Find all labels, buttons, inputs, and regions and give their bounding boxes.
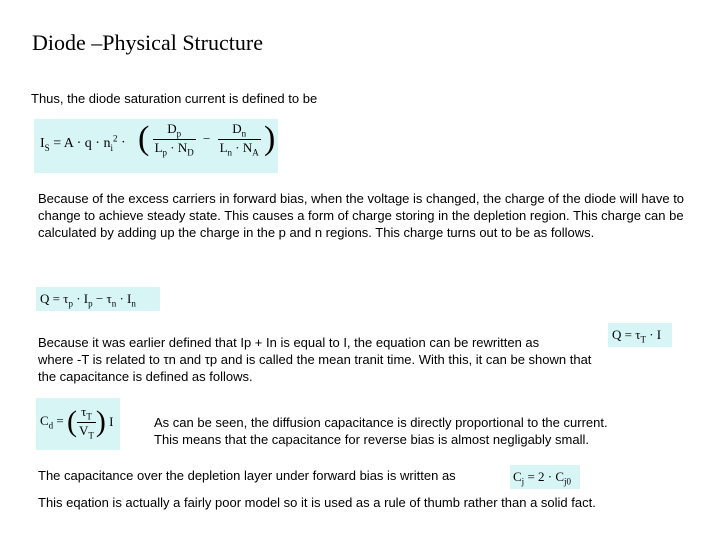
is-prefix: = $A \cdot q \cdot n_i^2$ [53,133,118,153]
paragraph-rule-of-thumb: This eqation is actually a fairly poor model so it is used as a rule of thumb rather than a solid fact. [38,495,596,510]
intro-text: Thus, the diode saturation current is defined to be [31,91,318,106]
diffusion-capacitance-equation: $C_d$ = ( $\frac{\tau_T}{V_T}$ ) I [36,398,120,450]
page-title: Diode –Physical Structure [32,30,263,55]
paragraph-rewrite-line1: Because it was earlier defined that Ip + In is equal to I, the equation can be rewritten as [38,335,540,350]
left-paren: ( [138,120,150,158]
saturation-current-equation [34,119,278,173]
paragraph-rewrite-line2: where -T is related to τn and τp and is called the mean tranit time. With this, it can be shown that [38,352,592,367]
right-paren: ) [264,120,276,158]
paragraph-depletion-capacitance: The capacitance over the depletion layer under forward bias is written as [38,468,456,483]
dn-fraction: $\frac{D_n}{L_n \cdot N_A}$ [219,121,259,158]
paragraph-proportional: As can be seen, the diffusion capacitance is directly proportional to the current. [154,415,608,430]
junction-capacitance-equation: $C_j = 2 \cdot C_{j0}$ [510,465,580,489]
is-symbol: $I_S$ [40,135,50,153]
paragraph-reverse-bias: This means that the capacitance for reverse bias is almost negligably small. [154,432,589,447]
dot-operator: · [121,135,126,151]
transit-charge-equation: $Q = \tau_T \cdot I$ [608,323,672,347]
dp-fraction: $\frac{D_p}{L_p \cdot N_D}$ [154,121,194,158]
paragraph-charge-storing: Because of the excess carriers in forward bias, when the voltage is changed, the charge of the diode will have to change to achieve steady state. This causes a form of charge storing in the depletion region. This charge can be calculated by adding up the charge in the p and n regions. This charge turns out to be as follows. [38,191,685,240]
charge-equation: $Q = \tau_p \cdot I_p - \tau_n \cdot I_n$ [36,287,160,311]
minus-operator: − [203,131,211,147]
paragraph-rewrite-line3: the capacitance is defined as follows. [38,369,253,384]
